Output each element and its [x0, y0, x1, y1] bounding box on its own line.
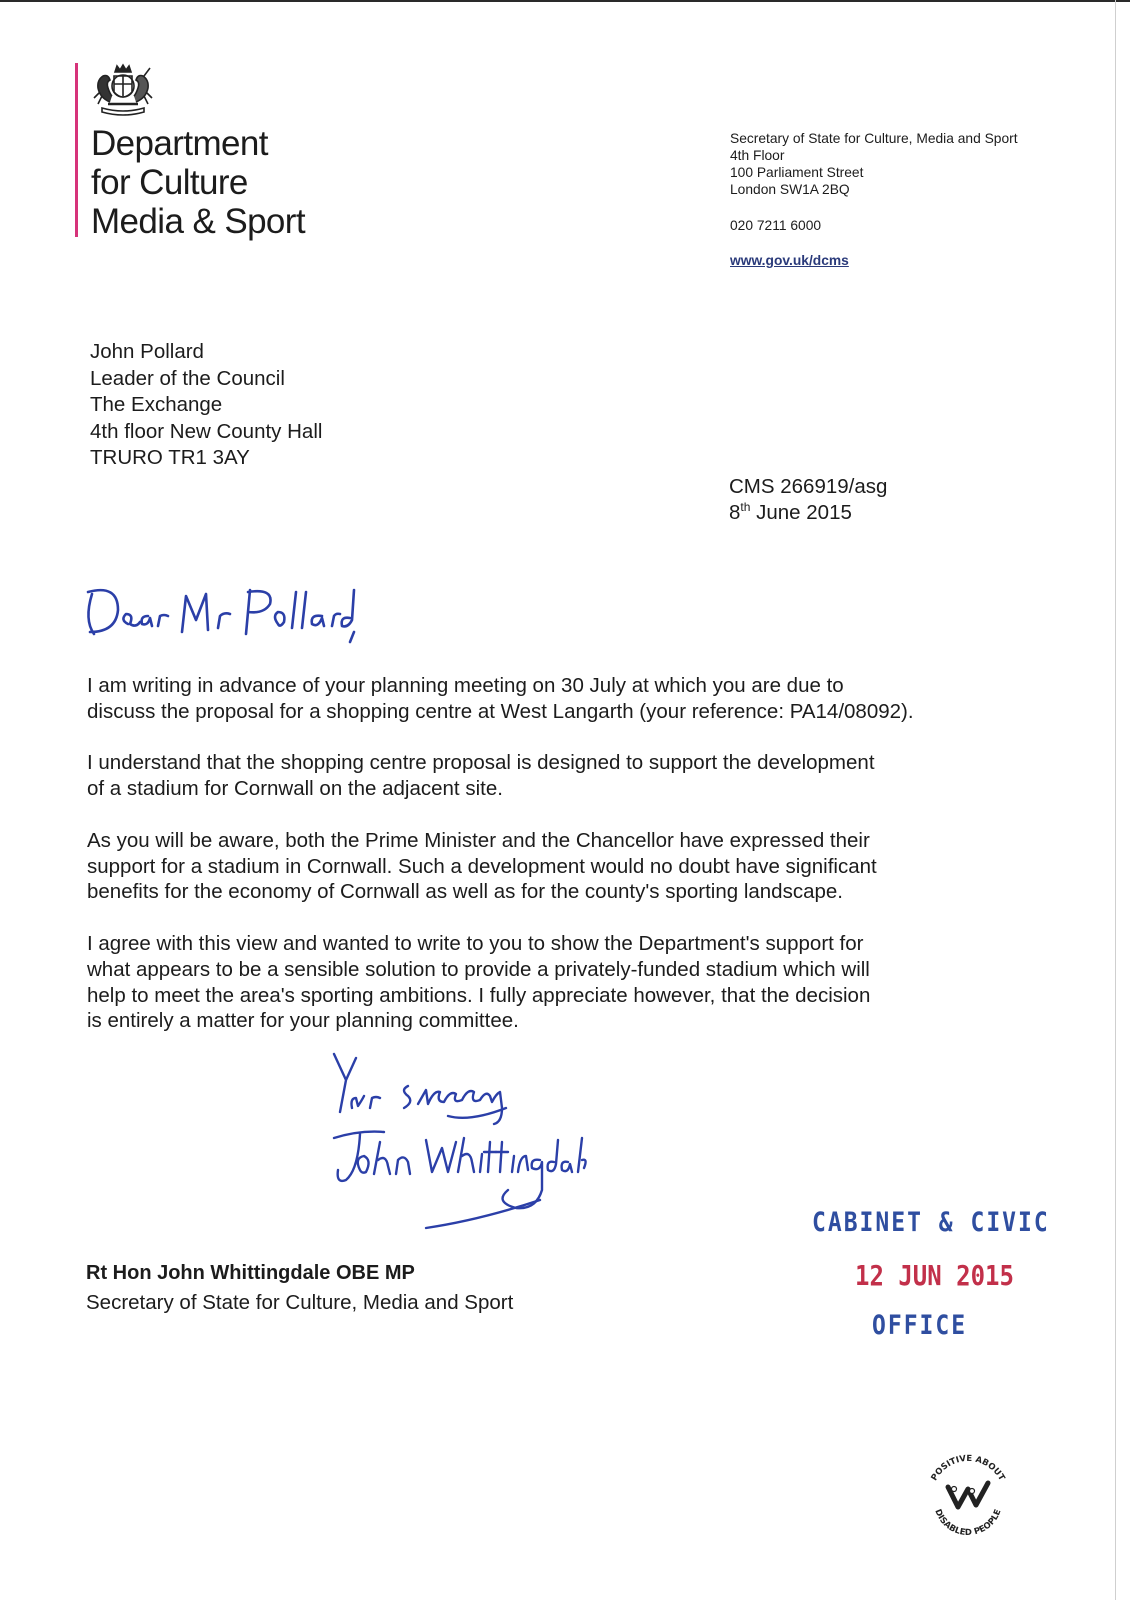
body-paragraph-4: [87, 931, 987, 1034]
body-line: of a stadium for Cornwall on the adjacent site.: [87, 777, 503, 801]
body-line: discuss the proposal for a shopping centre at West Langarth (your reference: PA14/08092).: [87, 699, 914, 723]
svg-text:DISABLED PEOPLE: DISABLED PEOPLE: [932, 1507, 1004, 1539]
department-name: [91, 124, 305, 241]
sender-address-line: 100 Parliament Street: [730, 165, 864, 180]
page-top-edge: [0, 0, 1130, 2]
letter-body: [87, 673, 987, 1060]
sender-phone: 020 7211 6000: [730, 218, 822, 233]
body-line: is entirely a matter for your planning committee.: [87, 1009, 519, 1033]
body-line: I agree with this view and wanted to write to you to show the Department's support for: [87, 931, 864, 955]
body-line: I am writing in advance of your planning meeting on 30 July at which you are due to: [87, 674, 844, 697]
page-right-edge: [1115, 0, 1116, 1600]
department-name-line-1: Department: [91, 124, 268, 163]
body-line: I understand that the shopping centre proposal is designed to support the development: [87, 751, 875, 775]
body-paragraph-2: [87, 750, 987, 802]
signatory-name: Rt Hon John Whittingdale OBE MP: [86, 1262, 415, 1284]
reference-block: [729, 474, 887, 526]
recipient-address: [90, 339, 322, 472]
body-line: help to meet the area's sporting ambitions. I fully appreciate however, that the decision: [87, 983, 871, 1007]
sender-website-link[interactable]: www.gov.uk/dcms: [730, 253, 849, 268]
department-name-line-3: Media & Sport: [91, 202, 305, 241]
received-stamp-line-1: CABINET & CIVIC: [812, 1208, 1050, 1238]
recipient-address-line: TRURO TR1 3AY: [90, 446, 250, 469]
body-line: benefits for the economy of Cornwall as well as for the county's sporting landscape.: [87, 880, 843, 904]
letter-date-suffix: th: [740, 500, 751, 515]
signatory-title: Secretary of State for Culture, Media and Sport: [86, 1291, 514, 1314]
received-stamp-line-3: OFFICE: [872, 1311, 968, 1341]
handwritten-salutation: [78, 580, 358, 660]
body-paragraph-3: [87, 828, 987, 905]
sender-address-line: 4th Floor: [730, 148, 785, 163]
sender-address-line: London SW1A 2BQ: [730, 182, 850, 197]
letter-date-day: 8: [729, 501, 741, 524]
recipient-address-line: The Exchange: [90, 393, 223, 416]
brand-accent-bar: [75, 63, 78, 237]
recipient-address-line: 4th floor New County Hall: [90, 419, 323, 443]
svg-text:POSITIVE ABOUT: POSITIVE ABOUT: [929, 1453, 1007, 1483]
body-line: support for a stadium in Cornwall. Such a development would no doubt have significant: [87, 854, 877, 878]
recipient-address-line: John Pollard: [90, 340, 204, 363]
handwritten-signoff-and-signature: [330, 1050, 590, 1240]
body-line: As you will be aware, both the Prime Minister and the Chancellor have expressed their: [87, 828, 870, 852]
received-stamp-date: 12 JUN 2015: [855, 1259, 1014, 1293]
sender-address-line: Secretary of State for Culture, Media and Sport: [730, 131, 1018, 146]
sender-address: [730, 130, 1018, 198]
letter-date: [729, 500, 887, 526]
department-name-line-2: for Culture: [91, 163, 248, 202]
signature-text: John Whittingdale: [330, 1239, 338, 1240]
closing-text: Yours sincerely: [330, 1238, 337, 1239]
royal-coat-of-arms-icon: [88, 62, 158, 122]
positive-about-disabled-people-icon: [918, 1445, 1018, 1545]
body-paragraph-1: [87, 673, 987, 725]
reference-code: CMS 266919/asg: [729, 475, 888, 498]
recipient-address-line: Leader of the Council: [90, 366, 285, 390]
salutation-text: Dear Mr Pollard,: [78, 658, 86, 659]
body-line: what appears to be a sensible solution to provide a privately-funded stadium which will: [87, 957, 870, 981]
letter-date-rest: June 2015: [750, 501, 852, 524]
